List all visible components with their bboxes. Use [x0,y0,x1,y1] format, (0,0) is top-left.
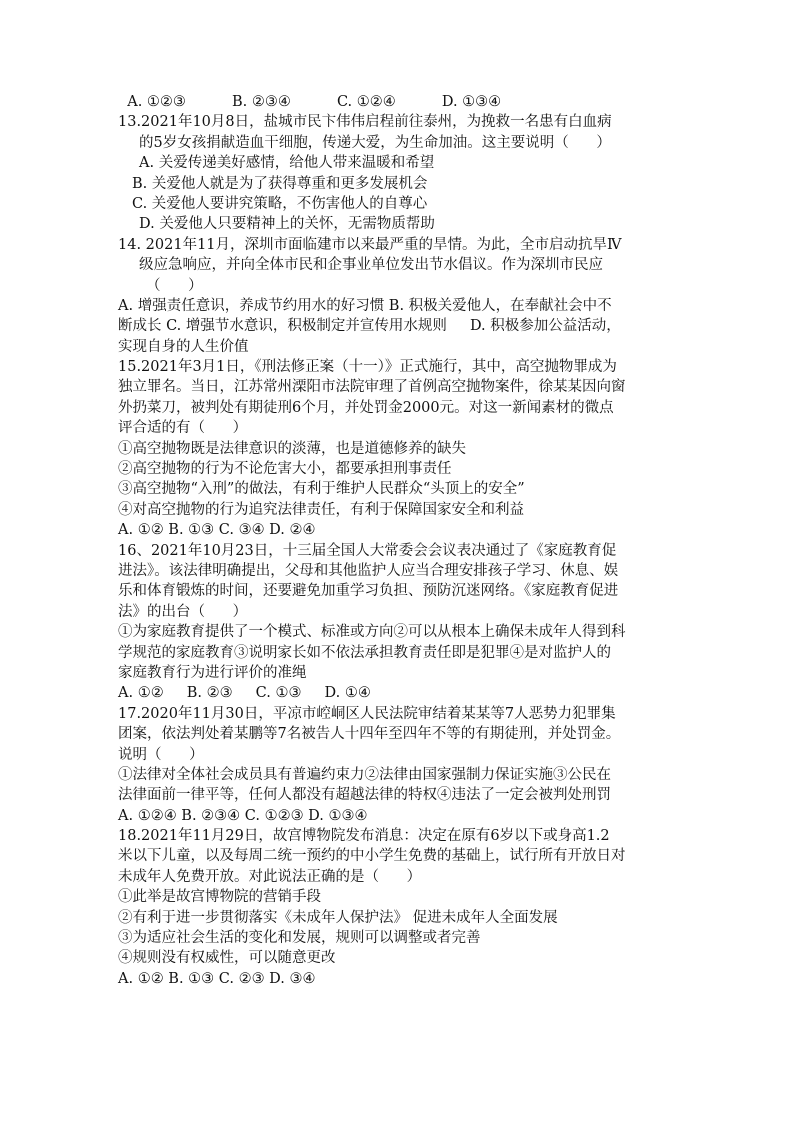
q17-items-line-1: ①法律对全体社会成员具有普遍约束力②法律由国家强制力保证实施③公民在 [118,766,611,783]
q16-items-line-3: 家庭教育行为进行评价的准绳 [118,664,307,681]
q18-item-3: ③为适应社会生活的变化和发展，规则可以调整或者完善 [118,930,481,947]
q14-options-line-1: A. 增强责任意识，养成节约用水的好习惯 B. 积极关爱他人，在奉献社会中不 [118,297,612,314]
q17-stem-line-1: 17.2020年11月30日，平凉市崆峒区人民法院审结着某某等7人恶势力犯罪集 [118,705,616,722]
q17-stem-line-3: 说明（ ） [118,746,204,763]
q18-options: A. ①② B. ①③ C. ②③ D. ③④ [118,970,316,987]
q15-stem-line-3: 外扔菜刀，被判处有期徒刑6个月，并处罚金2000元。对这一新闻素材的微点 [118,399,614,416]
q13-option-c: C. 关爱他人要讲究策略，不伤害他人的自尊心 [132,195,428,212]
q13-stem-line-1: 13.2021年10月8日，盐城市民卞伟伟启程前往泰州，为挽救一名患有白血病 [118,114,612,131]
question-18 [118,826,678,989]
q15-item-4: ④对高空抛物的行为追究法律责任，有利于保障国家安全和利益 [118,501,524,518]
q18-item-4: ④规则没有权威性，可以随意更改 [118,950,336,967]
q15-options: A. ①② B. ①③ C. ③④ D. ②④ [118,522,316,539]
q14-stem-line-2: 级应急响应，并向全体市民和企事业单位发出节水倡议。作为深圳市民应 [139,257,603,274]
question-16 [118,541,678,704]
q14-options-line-2: 断成长 C. 增强节水意识，积极制定并宣传用水规则 D. 积极参加公益活动， [118,318,621,335]
q15-item-1: ①高空抛物既是法律意识的淡薄，也是道德修养的缺失 [118,440,466,457]
q16-items-line-2: 学规范的家庭教育③说明家长如不依法承担教育责任即是犯罪④是对监护人的 [118,644,611,661]
q16-stem-line-4: 法》的出台（ ） [118,603,248,620]
q13-option-d: D. 关爱他人只要精神上的关怀，无需物质帮助 [139,216,435,233]
q12-options: A. ①②③ B. ②③④ C. ①②④ D. ①③④ [118,94,502,110]
q14-stem-line-3: （ ） [146,277,203,294]
q13-option-a: A. 关爱传递美好感情，给他人带来温暖和希望 [139,155,435,172]
q14-stem-line-1: 14. 2021年11月，深圳市面临建市以来最严重的旱情。为此，全市启动抗旱Ⅳ [118,236,622,253]
q16-stem-line-1: 16、2021年10月23日，十三届全国人大常委会会议表决通过了《家庭教育促 [118,542,617,559]
q15-stem-line-1: 15.2021年3月1日，《刑法修正案（十一）》正式施行，其中，高空抛物罪成为 [118,359,617,376]
q15-stem-line-4: 评合适的有（ ） [118,420,248,437]
q18-item-1: ①此举是故宫博物院的营销手段 [118,889,321,906]
q18-item-2: ②有利于进一步贯彻落实《未成年人保护法》 促进未成年人全面发展 [118,909,558,926]
q13-option-b: B. 关爱他人就是为了获得尊重和更多发展机会 [132,175,428,192]
q17-items-line-2: 法律面前一律平等，任何人都没有超越法律的特权④违法了一定会被判处刑罚 [118,787,611,804]
q16-stem-line-3: 乐和体育锻炼的时间，还要避免加重学习负担、预防沉迷网络。《家庭教育促进 [118,583,619,600]
exam-page [118,92,678,989]
q18-stem-line-3: 未成年人免费开放。对此说法正确的是（ ） [118,868,422,885]
q16-stem-line-2: 进法》。该法律明确提出，父母和其他监护人应当合理安排孩子学习、休息、娱 [118,562,619,579]
q17-options: A. ①②④ B. ②③④ C. ①②③ D. ①③④ [118,807,368,824]
q16-items-line-1: ①为家庭教育提供了一个模式、标准或方向②可以从根本上确保未成年人得到科 [118,624,626,641]
q15-stem-line-2: 独立罪名。当日，江苏常州溧阳市法院审理了首例高空抛物案件，徐某某因向窗 [118,379,626,396]
q13-stem-line-2: 的5岁女孩捐献造血干细胞，传递大爱，为生命加油。这主要说明（ ） [139,134,611,151]
q16-options: A. ①② B. ②③ C. ①③ D. ①④ [118,685,371,702]
q15-item-2: ②高空抛物的行为不论危害大小，都要承担刑事责任 [118,461,452,478]
q14-options-line-3: 实现自身的人生价值 [118,338,249,355]
q17-stem-line-2: 团案，依法判处着某鹏等7名被告人十四年至四年不等的有期徒刑，并处罚金。 [118,726,621,743]
question-14 [118,235,678,357]
question-15 [118,357,678,541]
q18-stem-line-1: 18.2021年11月29日，故宫博物院发布消息：决定在原有6岁以下或身高1.2 [118,828,610,845]
q18-stem-line-2: 米以下儿童，以及每周二统一预约的中小学生免费的基础上，试行所有开放日对 [118,848,626,865]
question-13 [118,112,678,234]
question-17 [118,704,678,826]
q15-item-3: ③高空抛物“入刑”的做法，有利于维护人民群众“头顶上的安全” [118,481,525,498]
